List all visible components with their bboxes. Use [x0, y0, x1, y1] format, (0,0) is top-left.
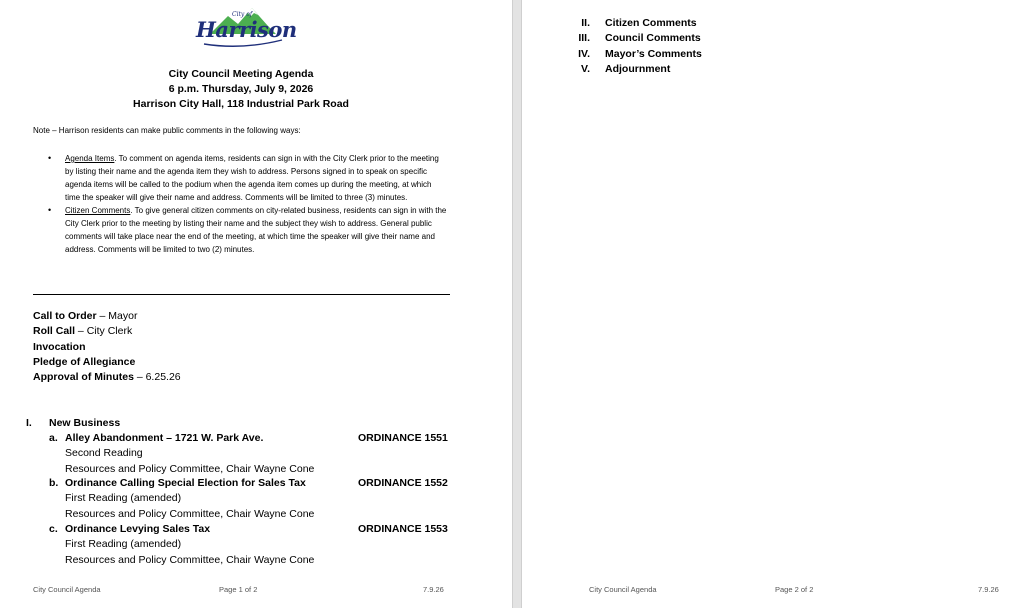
list-item: Invocation — [33, 340, 86, 353]
list-item — [48, 204, 448, 256]
agenda-items-term: Agenda Items — [65, 154, 115, 163]
logo-city-text: City of — [232, 11, 253, 18]
comment-methods-list — [48, 152, 448, 256]
footer-doc-name: City Council Agenda — [589, 585, 657, 594]
agenda-title: City Council Meeting Agenda — [168, 68, 314, 80]
footer-page-number: Page 2 of 2 — [775, 585, 814, 594]
city-logo — [196, 4, 297, 48]
citizen-comments-text: . To give general citizen comments on city-related business, residents can sign in with the City Clerk prior to the meeting by listing their name and the subject they wish to address. General public comments will take place near the end of the meeting, at which time the speaker will give their name and address. Comments will be limited to two (2) minutes. — [65, 206, 447, 254]
agenda-header — [0, 67, 482, 112]
divider — [33, 294, 450, 295]
item-title: Ordinance Levying Sales Tax — [65, 523, 211, 535]
section-title: New Business — [49, 417, 121, 429]
section-numeral: III. — [578, 32, 590, 45]
item-committee: Resources and Policy Committee, Chair Wayne Cone — [65, 507, 315, 520]
item-letter: c. — [49, 523, 58, 535]
citizen-comments-term: Citizen Comments — [65, 206, 131, 215]
meeting-datetime: 6 p.m. Thursday, July 9, 2026 — [168, 83, 314, 95]
item-letter: a. — [49, 432, 58, 444]
item-reading: First Reading (amended) — [65, 492, 182, 505]
list-item: Roll Call – City Clerk — [33, 325, 133, 338]
item-title: Alley Abandonment – 1721 W. Park Ave. — [65, 432, 264, 444]
section-numeral: II. — [581, 17, 590, 29]
page-gutter — [512, 0, 522, 608]
ordinance-number: ORDINANCE 1552 — [358, 477, 448, 489]
list-item: Pledge of Allegiance — [33, 355, 136, 368]
section-title: Citizen Comments — [605, 17, 697, 29]
meeting-location: Harrison City Hall, 118 Industrial Park Road — [133, 98, 349, 110]
agenda-items-text: . To comment on agenda items, residents can sign in with the City Clerk prior to the meeting by listing their name and the agenda item they wish to address. Persons signed in to speak on specific agenda items will be called to the podium when the agenda item comes up during the meeting, at which time the speaker will give their name and address. Comments will be limited to three (3) minutes. — [65, 154, 439, 202]
section-title: Council Comments — [605, 32, 701, 45]
section-numeral: I. — [26, 417, 32, 429]
section-numeral: V. — [581, 62, 590, 75]
section-title: Mayor’s Comments — [605, 47, 702, 60]
opening-items — [33, 309, 181, 385]
ordinance-number: ORDINANCE 1551 — [358, 432, 448, 444]
item-committee: Resources and Policy Committee, Chair Wayne Cone — [65, 553, 315, 566]
ordinance-number: ORDINANCE 1553 — [358, 523, 448, 535]
item-committee: Resources and Policy Committee, Chair Wayne Cone — [65, 462, 315, 475]
agenda-page-2 — [522, 0, 1024, 608]
item-reading: First Reading (amended) — [65, 538, 182, 551]
footer-page-number: Page 1 of 2 — [219, 585, 258, 594]
footer-doc-name: City Council Agenda — [33, 585, 101, 594]
agenda-item-a — [49, 431, 469, 477]
list-item: Call to Order – Mayor — [33, 310, 138, 322]
section-new-business — [0, 416, 482, 432]
agenda-item-b — [49, 476, 469, 522]
item-letter: b. — [49, 477, 59, 489]
section-title: Adjournment — [605, 62, 671, 75]
list-item: Approval of Minutes – 6.25.26 — [33, 371, 181, 384]
footer-date: 7.9.26 — [423, 585, 444, 594]
agenda-item-c — [49, 522, 469, 568]
list-item — [48, 152, 448, 204]
public-comment-note: Note – Harrison residents can make public comments in the following ways: — [33, 126, 301, 135]
logo-name-text: Harrison — [196, 17, 297, 42]
item-title: Ordinance Calling Special Election for Sales Tax — [65, 477, 306, 489]
footer-date: 7.9.26 — [978, 585, 999, 594]
section-numeral: IV. — [578, 47, 590, 60]
item-reading: Second Reading — [65, 447, 143, 460]
